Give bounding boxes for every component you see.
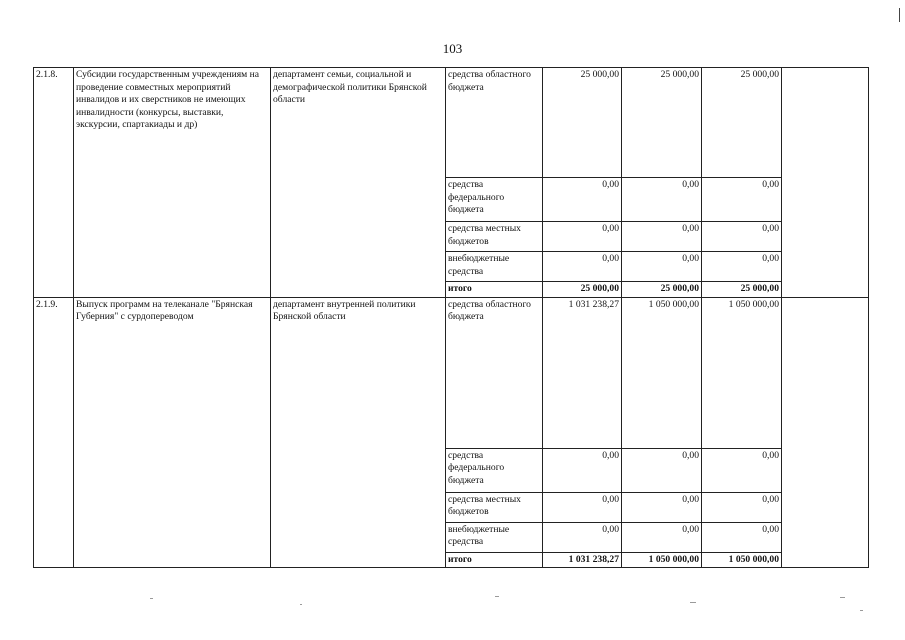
total-value-cell: 1 050 000,00 bbox=[622, 552, 702, 568]
total-value-cell: 1 050 000,00 bbox=[702, 552, 782, 568]
value-cell: 25 000,00 bbox=[702, 68, 782, 178]
table-row bbox=[34, 68, 869, 178]
value-cell: 1 050 000,00 bbox=[622, 297, 702, 448]
row-name: Выпуск программ на телеканале "Брянская Губерния" с сурдопереводом bbox=[74, 297, 271, 568]
page-number: 103 bbox=[442, 41, 463, 56]
source-label: внебюджетные средства bbox=[446, 252, 543, 282]
row-code: 2.1.9. bbox=[34, 297, 74, 568]
row-name: Субсидии государственным учреждениям на проведение совместных мероприятий инвалидов и их сверстников не имеющих инвалидности (конкурсы, выставки, экскурсии, спартакиады и др) bbox=[74, 68, 271, 298]
value-cell: 0,00 bbox=[543, 522, 622, 552]
source-label: средства областного бюджета bbox=[446, 297, 543, 448]
total-value-cell: 1 031 238,27 bbox=[543, 552, 622, 568]
value-cell: 25 000,00 bbox=[622, 68, 702, 178]
value-cell: 0,00 bbox=[702, 492, 782, 522]
scan-noise bbox=[840, 597, 845, 598]
scan-noise bbox=[300, 604, 302, 605]
total-value-cell: 25 000,00 bbox=[702, 282, 782, 298]
value-cell: 0,00 bbox=[543, 252, 622, 282]
value-cell: 0,00 bbox=[702, 522, 782, 552]
value-cell: 0,00 bbox=[702, 448, 782, 492]
scan-edge-mark bbox=[899, 8, 900, 22]
source-label: средства областного бюджета bbox=[446, 68, 543, 178]
value-cell: 0,00 bbox=[702, 178, 782, 222]
table-row bbox=[34, 297, 869, 448]
value-cell: 0,00 bbox=[702, 252, 782, 282]
row-code: 2.1.8. bbox=[34, 68, 74, 298]
source-label: внебюджетные средства bbox=[446, 522, 543, 552]
source-label: средства федерального бюджета bbox=[446, 448, 543, 492]
source-label: средства местных бюджетов bbox=[446, 222, 543, 252]
total-value-cell: 25 000,00 bbox=[543, 282, 622, 298]
value-cell: 0,00 bbox=[543, 492, 622, 522]
value-cell: 0,00 bbox=[702, 222, 782, 252]
scan-noise bbox=[150, 598, 153, 599]
value-cell: 0,00 bbox=[543, 222, 622, 252]
value-cell: 1 050 000,00 bbox=[702, 297, 782, 448]
value-cell: 0,00 bbox=[622, 522, 702, 552]
row-executor: департамент внутренней политики Брянской области bbox=[271, 297, 446, 568]
value-cell: 0,00 bbox=[622, 448, 702, 492]
scan-noise bbox=[860, 610, 863, 611]
value-cell: 0,00 bbox=[622, 222, 702, 252]
empty-cell bbox=[782, 297, 869, 568]
source-label: средства местных бюджетов bbox=[446, 492, 543, 522]
source-label-total: итого bbox=[446, 552, 543, 568]
source-label: средства федерального бюджета bbox=[446, 178, 543, 222]
source-label-total: итого bbox=[446, 282, 543, 298]
value-cell: 25 000,00 bbox=[543, 68, 622, 178]
budget-table bbox=[33, 67, 869, 568]
total-value-cell: 25 000,00 bbox=[622, 282, 702, 298]
value-cell: 0,00 bbox=[622, 492, 702, 522]
value-cell: 0,00 bbox=[622, 252, 702, 282]
value-cell: 0,00 bbox=[543, 448, 622, 492]
value-cell: 1 031 238,27 bbox=[543, 297, 622, 448]
value-cell: 0,00 bbox=[622, 178, 702, 222]
scan-noise bbox=[495, 596, 499, 597]
value-cell: 0,00 bbox=[543, 178, 622, 222]
row-executor: департамент семьи, социальной и демографической политики Брянской области bbox=[271, 68, 446, 298]
scan-noise bbox=[690, 602, 696, 603]
empty-cell bbox=[782, 68, 869, 298]
